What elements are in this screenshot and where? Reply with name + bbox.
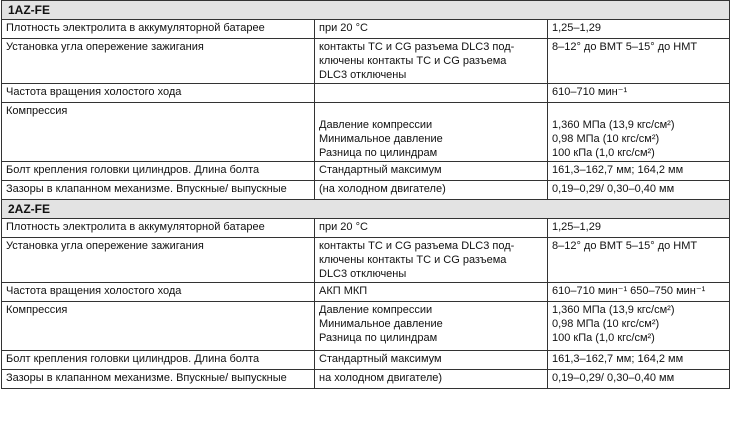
cell-text-line: 161,3–162,7 мм; 164,2 мм <box>552 353 684 365</box>
value-cell <box>548 84 730 103</box>
cell-text-line: Стандартный максимум <box>319 353 442 365</box>
value-cell <box>548 238 730 283</box>
parameter-cell <box>2 84 315 103</box>
table-row <box>2 283 730 302</box>
table-row <box>2 84 730 103</box>
cell-text-line: Разница по цилиндрам <box>319 147 438 159</box>
value-cell <box>548 283 730 302</box>
condition-cell <box>315 370 548 389</box>
cell-text-line: контакты ТС и CG разъема DLC3 под- <box>319 240 515 252</box>
cell-text-line: Частота вращения холостого хода <box>6 285 182 297</box>
cell-text-line: 0,19–0,29/ 0,30–0,40 мм <box>552 372 675 384</box>
cell-text-line: на холодном двигателе) <box>319 372 443 384</box>
cell-text-line: Болт крепления головки цилиндров. Длина болта <box>6 353 260 365</box>
section-header-row <box>2 1 730 20</box>
cell-text-line: Давление компрессии <box>319 304 433 316</box>
spec-table-body <box>2 1 730 389</box>
parameter-cell <box>2 238 315 283</box>
table-row <box>2 351 730 370</box>
condition-cell <box>315 302 548 351</box>
cell-text-line: Плотность электролита в аккумуляторной батарее <box>6 22 265 34</box>
section-title: 2AZ-FE <box>2 200 730 219</box>
cell-text-line <box>319 85 543 99</box>
cell-text-line: Компрессия <box>6 304 68 316</box>
table-row <box>2 370 730 389</box>
cell-text-line: ключены контакты ТС и CG разъема <box>319 55 507 67</box>
value-cell <box>548 103 730 162</box>
cell-text-line <box>319 104 543 118</box>
parameter-cell <box>2 283 315 302</box>
parameter-cell <box>2 103 315 162</box>
table-row <box>2 238 730 283</box>
parameter-cell <box>2 370 315 389</box>
cell-text-line: 1,360 МПа (13,9 кгс/см²) <box>552 304 675 316</box>
table-row <box>2 103 730 162</box>
condition-cell <box>315 39 548 84</box>
condition-cell <box>315 181 548 200</box>
table-row <box>2 302 730 351</box>
parameter-cell <box>2 181 315 200</box>
cell-text-line: 1,25–1,29 <box>552 221 601 233</box>
cell-text-line: Зазоры в клапанном механизме. Впускные/ выпускные <box>6 372 287 384</box>
parameter-cell <box>2 219 315 238</box>
parameter-cell <box>2 20 315 39</box>
cell-text-line: Компрессия <box>6 105 68 117</box>
value-cell <box>548 162 730 181</box>
table-row <box>2 181 730 200</box>
cell-text-line: АКП МКП <box>319 285 368 297</box>
cell-text-line: Стандартный максимум <box>319 164 442 176</box>
condition-cell <box>315 84 548 103</box>
cell-text-line: Минимальное давление <box>319 133 443 145</box>
cell-text-line: DLC3 отключены <box>319 69 407 81</box>
cell-text-line: ключены контакты ТС и CG разъема <box>319 254 507 266</box>
cell-text-line: DLC3 отключены <box>319 268 407 280</box>
cell-text-line: 8–12° до ВМТ 5–15° до НМТ <box>552 240 698 252</box>
condition-cell <box>315 20 548 39</box>
value-cell <box>548 302 730 351</box>
spec-table <box>1 0 730 389</box>
cell-text-line: 161,3–162,7 мм; 164,2 мм <box>552 164 684 176</box>
cell-text-line <box>552 104 725 118</box>
cell-text-line: Зазоры в клапанном механизме. Впускные/ выпускные <box>6 183 287 195</box>
condition-cell <box>315 162 548 181</box>
cell-text-line: 1,25–1,29 <box>552 22 601 34</box>
cell-text-line: 0,98 МПа (10 кгс/см²) <box>552 133 660 145</box>
cell-text-line: 8–12° до ВМТ 5–15° до НМТ <box>552 41 698 53</box>
cell-text-line: Разница по цилиндрам <box>319 332 438 344</box>
condition-cell <box>315 219 548 238</box>
value-cell <box>548 20 730 39</box>
table-row <box>2 162 730 181</box>
condition-cell <box>315 103 548 162</box>
value-cell <box>548 219 730 238</box>
cell-text-line: Установка угла опережение зажигания <box>6 240 204 252</box>
cell-text-line: 0,19–0,29/ 0,30–0,40 мм <box>552 183 675 195</box>
cell-text-line: контакты ТС и CG разъема DLC3 под- <box>319 41 515 53</box>
cell-text-line: при 20 °С <box>319 221 368 233</box>
value-cell <box>548 370 730 389</box>
condition-cell <box>315 351 548 370</box>
table-row <box>2 20 730 39</box>
parameter-cell <box>2 351 315 370</box>
cell-text-line: 1,360 МПа (13,9 кгс/см²) <box>552 119 675 131</box>
parameter-cell <box>2 39 315 84</box>
value-cell <box>548 351 730 370</box>
section-title: 1AZ-FE <box>2 1 730 20</box>
cell-text-line: Плотность электролита в аккумуляторной батарее <box>6 221 265 233</box>
cell-text-line: 100 кПа (1,0 кгс/см²) <box>552 147 655 159</box>
table-row <box>2 219 730 238</box>
parameter-cell <box>2 162 315 181</box>
condition-cell <box>315 283 548 302</box>
cell-text-line: 100 кПа (1,0 кгс/см²) <box>552 332 655 344</box>
cell-text-line: Установка угла опережение зажигания <box>6 41 204 53</box>
parameter-cell <box>2 302 315 351</box>
value-cell <box>548 39 730 84</box>
cell-text-line: Минимальное давление <box>319 318 443 330</box>
cell-text-line: при 20 °С <box>319 22 368 34</box>
section-header-row <box>2 200 730 219</box>
cell-text-line: Давление компрессии <box>319 119 433 131</box>
cell-text-line: (на холодном двигателе) <box>319 183 446 195</box>
cell-text-line: 610–710 мин⁻¹ <box>552 86 628 98</box>
table-row <box>2 39 730 84</box>
cell-text-line: 0,98 МПа (10 кгс/см²) <box>552 318 660 330</box>
value-cell <box>548 181 730 200</box>
cell-text-line: Болт крепления головки цилиндров. Длина болта <box>6 164 260 176</box>
cell-text-line: Частота вращения холостого хода <box>6 86 182 98</box>
cell-text-line: 610–710 мин⁻¹ 650–750 мин⁻¹ <box>552 285 706 297</box>
condition-cell <box>315 238 548 283</box>
